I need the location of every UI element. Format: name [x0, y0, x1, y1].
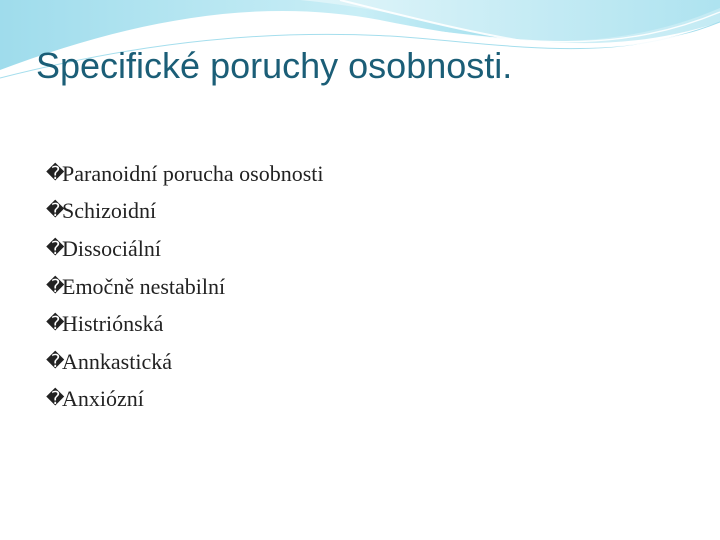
- bullet-text: Emočně nestabilní: [62, 273, 226, 299]
- bullet-item: [46, 305, 324, 343]
- bullet-text: Histriónská: [62, 311, 164, 337]
- replacement-character-bullet-icon: �: [46, 350, 65, 372]
- bullet-text: Paranoidní porucha osobnosti: [62, 160, 324, 186]
- bullet-item: [46, 268, 324, 306]
- replacement-character-bullet-icon: �: [46, 237, 65, 259]
- bullet-item: [46, 381, 324, 419]
- replacement-character-bullet-icon: �: [46, 275, 65, 297]
- bullet-text: Dissociální: [62, 235, 161, 261]
- bullet-text: Schizoidní: [62, 198, 157, 224]
- bullet-item: [46, 193, 324, 231]
- bullet-text: Anxiózní: [62, 386, 144, 412]
- replacement-character-bullet-icon: �: [46, 388, 65, 410]
- replacement-character-bullet-icon: �: [46, 313, 65, 335]
- replacement-character-bullet-icon: �: [46, 200, 65, 222]
- replacement-character-bullet-icon: �: [46, 162, 65, 184]
- bullet-item: [46, 343, 324, 381]
- slide-title: Specifické poruchy osobnosti.: [36, 45, 513, 86]
- bullet-list: [46, 155, 324, 418]
- bullet-text: Annkastická: [62, 348, 172, 374]
- bullet-item: [46, 155, 324, 193]
- bullet-item: [46, 230, 324, 268]
